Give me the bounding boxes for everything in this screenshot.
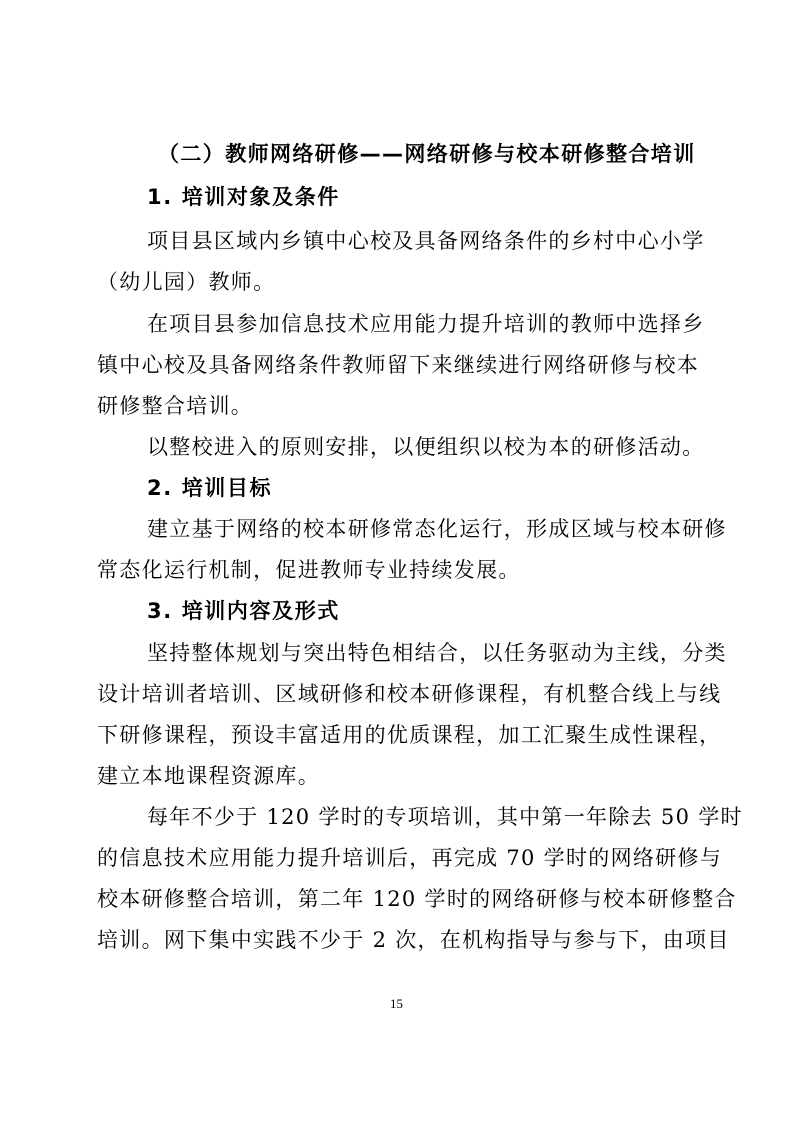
paragraph-line: 培训。网下集中实践不少于 2 次，在机构指导与参与下，由项目 — [97, 928, 730, 952]
paragraph-line: 建立本地课程资源库。 — [97, 764, 320, 788]
paragraph-line: 常态化运行机制，促进教师专业持续发展。 — [97, 558, 521, 582]
paragraph-line: 坚持整体规划与突出特色相结合，以任务驱动为主线，分类 — [147, 641, 727, 665]
paragraph-line: （幼儿园）教师。 — [97, 270, 276, 294]
paragraph-line: 建立基于网络的校本研修常态化运行，形成区域与校本研修 — [147, 517, 727, 541]
section-title: （二）教师网络研修——网络研修与校本研修整合培训 — [158, 142, 696, 166]
paragraph-line: 设计培训者培训、区域研修和校本研修课程，有机整合线上与线 — [97, 682, 722, 706]
paragraph-line: 镇中心校及具备网络条件教师留下来继续进行网络研修与校本 — [97, 353, 700, 377]
paragraph-line: 每年不少于 120 学时的专项培训，其中第一年除去 50 学时 — [147, 805, 743, 829]
heading-training-content: 3. 培训内容及形式 — [147, 599, 340, 623]
paragraph-line: 的信息技术应用能力提升培训后，再完成 70 学时的网络研修与 — [97, 846, 723, 870]
paragraph-line: 研修整合培训。 — [97, 394, 254, 418]
paragraph-line: 校本研修整合培训，第二年 120 学时的网络研修与校本研修整合 — [97, 887, 737, 911]
paragraph-line: 以整校进入的原则安排，以便组织以校为本的研修活动。 — [147, 435, 705, 459]
heading-training-targets: 1. 培训对象及条件 — [147, 185, 340, 209]
paragraph-line: 在项目县参加信息技术应用能力提升培训的教师中选择乡 — [147, 312, 705, 336]
paragraph-line: 项目县区域内乡镇中心校及具备网络条件的乡村中心小学 — [147, 229, 705, 253]
paragraph-line: 下研修课程，预设丰富适用的优质课程，加工汇聚生成性课程， — [97, 723, 722, 747]
heading-training-goals: 2. 培训目标 — [147, 476, 273, 500]
page-number: 15 — [390, 996, 403, 1011]
